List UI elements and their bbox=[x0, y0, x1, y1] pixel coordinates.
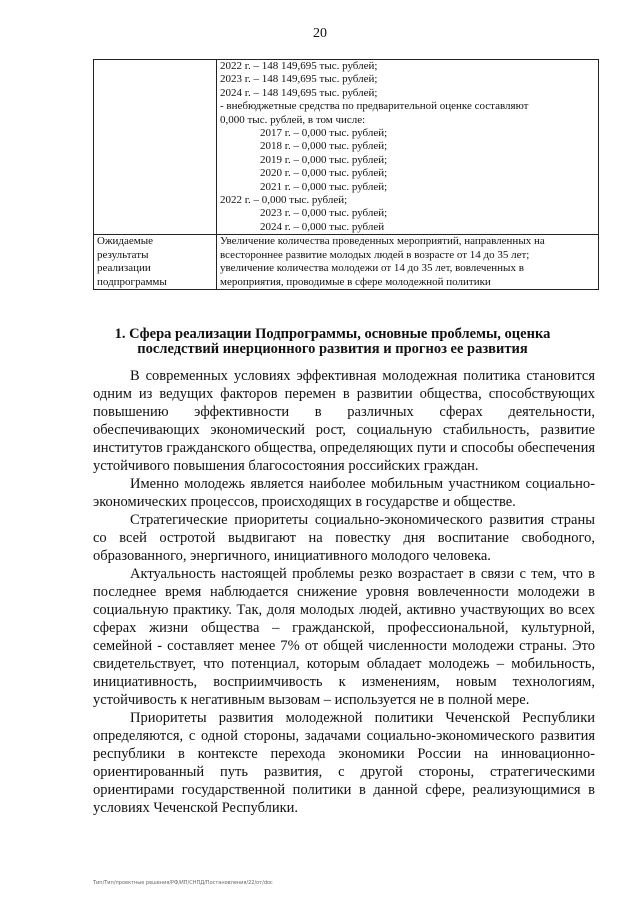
financing-line: 2024 г. – 148 149,695 тыс. рублей; bbox=[220, 86, 378, 99]
financing-line: 2021 г. – 0,000 тыс. рублей; bbox=[260, 180, 388, 193]
expected-results-text: Увеличение количества проведенных мероприятий, направленных на всестороннее развитие молодых людей в возрасте от 14 до 35 лет; увеличение количества молодежи от 14 до 35 лет, вовлеченных в мероприятия, проводимые в сфере молодежной политики bbox=[217, 235, 599, 290]
financing-line: 2022 г. – 148 149,695 тыс. рублей; bbox=[220, 60, 378, 72]
paragraph: В современных условиях эффективная молодежная политика становится одним из ведущих факторов перемен в развитии общества, способствующих повышению эффективности в различных сферах деятельности, обеспечивающих экономический рост, социальную стабильность, развитие институтов гражданского общества, определяющих пути и способы обеспечения устойчивого повышения благосостояния российских граждан. bbox=[93, 368, 595, 474]
financing-line: 0,000 тыс. рублей, в том числе: bbox=[220, 113, 366, 126]
table-row bbox=[94, 60, 599, 235]
section-heading: 1. Сфера реализации Подпрограммы, основные проблемы, оценка последствий инерционного развития и прогноз ее развития bbox=[114, 326, 551, 357]
paragraph: Приоритеты развития молодежной политики Чеченской Республики определяются, с одной стороны, задачами социально-экономического развития республики в контексте перехода экономики России на инновационно-ориентированный путь развития, с другой стороны, стратегическими ориентирами государственной политики в данной сфере, реализующимися в условиях Чеченской Республики. bbox=[93, 710, 595, 816]
paragraph: Именно молодежь является наиболее мобильным участником социально-экономических процессов, происходящих в государстве и обществе. bbox=[93, 476, 595, 510]
paragraph: Стратегические приоритеты социально-экономического развития страны со всей остротой выдвигают на повестку дня воспитание свободного, образованного, энергичного, инициативного молодого человека. bbox=[93, 512, 595, 564]
document-footer: Тип/Тип/проектные решения/РФ/ИП/СНПД/Постановления/22/от/doc bbox=[93, 880, 273, 886]
financing-line: 2020 г. – 0,000 тыс. рублей; bbox=[260, 167, 388, 180]
financing-line: 2022 г. – 0,000 тыс. рублей; bbox=[220, 194, 348, 207]
financing-line: 2017 г. – 0,000 тыс. рублей; bbox=[260, 127, 388, 140]
financing-cell bbox=[217, 60, 599, 235]
financing-line: - внебюджетные средства по предварительной оценке составляют bbox=[220, 100, 529, 113]
label-line: Ожидаемые bbox=[97, 235, 154, 248]
financing-line: 2018 г. – 0,000 тыс. рублей; bbox=[260, 140, 388, 153]
financing-line: 2019 г. – 0,000 тыс. рублей; bbox=[260, 153, 388, 166]
page-number: 20 bbox=[313, 26, 327, 41]
label-line: реализации bbox=[97, 262, 151, 275]
label-line: подпрограммы bbox=[97, 275, 167, 288]
paragraph: Актуальность настоящей проблемы резко возрастает в связи с тем, что в последнее время наблюдается снижение уровня вовлеченности молодежи в социальную практику. Так, доля молодых людей, активно участвующих во всех сферах жизни общества – гражданской, профессиональной, культурной, семейной - составляет менее 7% от общей численности молодежи страны. Это свидетельствует, что потенциал, которым обладает молодежь – мобильность, инициативность, восприимчивость к изменениям, новым технологиям, устойчивость к негативным вызовам – используется не в полной мере. bbox=[93, 566, 595, 708]
financing-line: 2024 г. – 0,000 тыс. рублей bbox=[260, 220, 385, 233]
body-text bbox=[93, 367, 595, 817]
financing-line: 2023 г. – 0,000 тыс. рублей; bbox=[260, 207, 388, 220]
subprogram-passport-table bbox=[93, 59, 599, 290]
financing-line: 2023 г. – 148 149,695 тыс. рублей; bbox=[220, 73, 378, 86]
expected-results-label bbox=[94, 235, 217, 290]
table-row bbox=[94, 235, 599, 290]
table-cell-label-empty bbox=[94, 60, 217, 235]
label-line: результаты bbox=[97, 248, 149, 261]
